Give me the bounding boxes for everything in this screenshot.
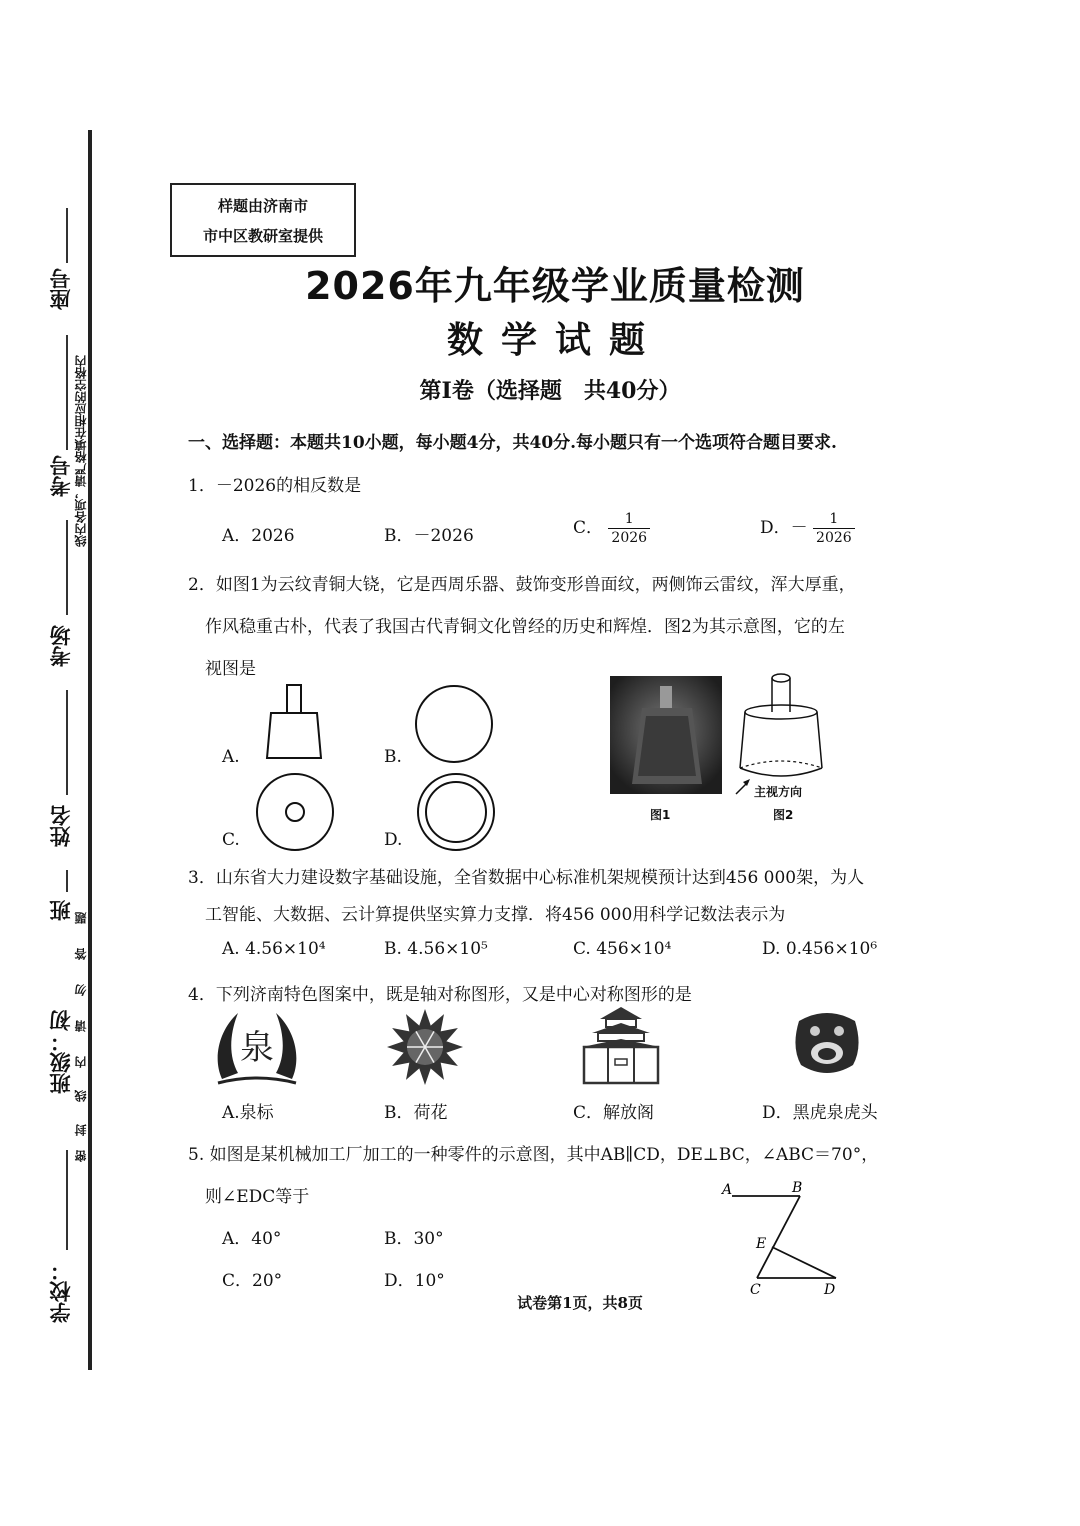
lotus-emblem-icon — [385, 1007, 465, 1087]
q2-option-b-figure — [412, 682, 496, 766]
bronze-nao-schematic — [732, 668, 832, 796]
q4-option-b: B．荷花 — [384, 1103, 448, 1123]
q5-line2: 则∠EDC等于 — [205, 1187, 310, 1207]
bronze-nao-photo — [610, 676, 722, 794]
point-c-label: C — [750, 1282, 761, 1298]
q2-option-a-figure — [255, 682, 335, 764]
seal-note-5: 内 — [74, 1056, 88, 1068]
subject-title: 数学试题 — [446, 320, 663, 361]
q5-option-c: C．20° — [222, 1271, 283, 1291]
seal-note-4: 请 — [74, 1020, 88, 1032]
source-notice-line2: 市中区教研室提供 — [202, 227, 323, 245]
q1-option-d-label: D．－ — [760, 518, 808, 538]
q3-option-c: C. 456×10⁴ — [573, 939, 672, 959]
point-a-label: A — [722, 1182, 733, 1198]
seal-note-6: 线 — [74, 1090, 88, 1102]
q1-c-numerator: 1 — [608, 510, 650, 529]
q2-line1: 2．如图1为云纹青铜大铙，它是西周乐器、鼓饰变形兽面纹，两侧饰云雷纹，浑大厚重， — [188, 575, 856, 595]
school-blank[interactable] — [66, 1150, 68, 1250]
room-label: 考场 — [49, 625, 73, 667]
q1-option-c-label: C． — [573, 518, 604, 538]
fig1-caption: 图1 — [650, 808, 671, 822]
q2-option-d-label: D. — [384, 830, 403, 850]
jiefangge-emblem-icon — [578, 1005, 664, 1087]
q2-line3: 视图是 — [205, 659, 256, 679]
q2-line2: 作风稳重古朴，代表了我国古代青铜文化曾经的历史和辉煌．图2为其示意图，它的左 — [205, 617, 845, 637]
seal-note-3: 勿 — [74, 984, 88, 996]
seal-note-7: 封 — [74, 1124, 88, 1136]
point-d-label: D — [824, 1282, 836, 1298]
q3-line2: 工智能、大数据、云计算提供坚实算力支撑．将456 000用科学记数法表示为 — [205, 905, 786, 925]
q1-d-denominator: 2026 — [816, 530, 852, 546]
q3-option-d: D. 0.456×10⁶ — [762, 939, 878, 959]
side-notice: 线内各项，请严格填在相应的空格内 — [74, 355, 88, 547]
q2-option-c-figure — [250, 770, 340, 854]
q2-option-a-label: A. — [222, 747, 240, 767]
point-e-label: E — [756, 1236, 767, 1252]
q4-option-c: C．解放阁 — [573, 1103, 655, 1123]
seal-note-2: 答 — [74, 948, 88, 960]
q4-option-d: D．黑虎泉虎头 — [762, 1103, 878, 1123]
class-blank[interactable] — [66, 870, 68, 892]
fig2-caption: 图2 — [773, 808, 794, 822]
q2-option-b-label: B. — [384, 747, 402, 767]
q1-option-d — [760, 510, 855, 547]
class-label: 班 — [49, 900, 73, 921]
q1-stem: 1．－2026的相反数是 — [188, 476, 362, 496]
q5-option-a: A．40° — [222, 1229, 282, 1249]
q1-option-c-fraction — [608, 510, 650, 547]
section-instructions: 一、选择题：本题共10小题，每小题4分，共40分.每小题只有一个选项符合题目要求. — [188, 433, 837, 453]
volume-heading: 第I卷（选择题 共40分） — [419, 378, 681, 404]
q5-geometry-figure — [712, 1176, 852, 1300]
grade-label: 班级：初 — [49, 1010, 73, 1094]
q1-option-b: B．－2026 — [384, 526, 474, 546]
q5-option-b: B．30° — [384, 1229, 444, 1249]
room-blank[interactable] — [66, 520, 68, 615]
seal-note: 题 — [74, 912, 88, 924]
quan-char: 泉 — [240, 1028, 274, 1068]
q4-stem: 4．下列济南特色图案中，既是轴对称图形，又是中心对称图形的是 — [188, 985, 692, 1005]
quanbiao-emblem-icon — [214, 1007, 300, 1087]
q3-line1: 3．山东省大力建设数字基础设施，全省数据中心标准机架规模预计达到456 000架，为人 — [188, 868, 865, 888]
q1-option-c — [573, 510, 650, 547]
school-label: 学校： — [49, 1260, 73, 1323]
q3-option-b: B. 4.56×10⁵ — [384, 939, 488, 959]
view-direction-label: 主视方向 — [754, 785, 803, 799]
q5-line1: 5. 如图是某机械加工厂加工的一种零件的示意图，其中AB∥CD，DE⊥BC，∠ABC＝70°， — [188, 1145, 879, 1165]
q2-option-d-figure — [412, 770, 502, 854]
seal-note-8: 密 — [74, 1150, 88, 1162]
source-notice-line1: 样题由济南市 — [217, 197, 308, 215]
name-blank[interactable] — [66, 690, 68, 795]
page-title: 2026年九年级学业质量检测 — [305, 264, 805, 308]
q5-option-d: D．10° — [384, 1271, 445, 1291]
seat-label: 座号 — [49, 268, 73, 310]
q1-option-a: A．2026 — [222, 526, 295, 546]
q2-option-c-label: C. — [222, 830, 240, 850]
exam-no-label: 考号 — [49, 455, 73, 497]
q1-c-denominator: 2026 — [611, 530, 648, 546]
q1-d-numerator: 1 — [813, 510, 855, 529]
q4-option-a: A.泉标 — [222, 1103, 274, 1123]
q3-option-a: A. 4.56×10⁴ — [222, 939, 326, 959]
point-b-label: B — [792, 1180, 803, 1196]
tiger-head-emblem-icon — [793, 1007, 861, 1079]
page-footer: 试卷第1页，共8页 — [517, 1294, 643, 1312]
source-notice-box — [170, 183, 356, 257]
name-label: 姓名 — [49, 805, 73, 847]
q1-option-d-fraction — [813, 510, 855, 547]
